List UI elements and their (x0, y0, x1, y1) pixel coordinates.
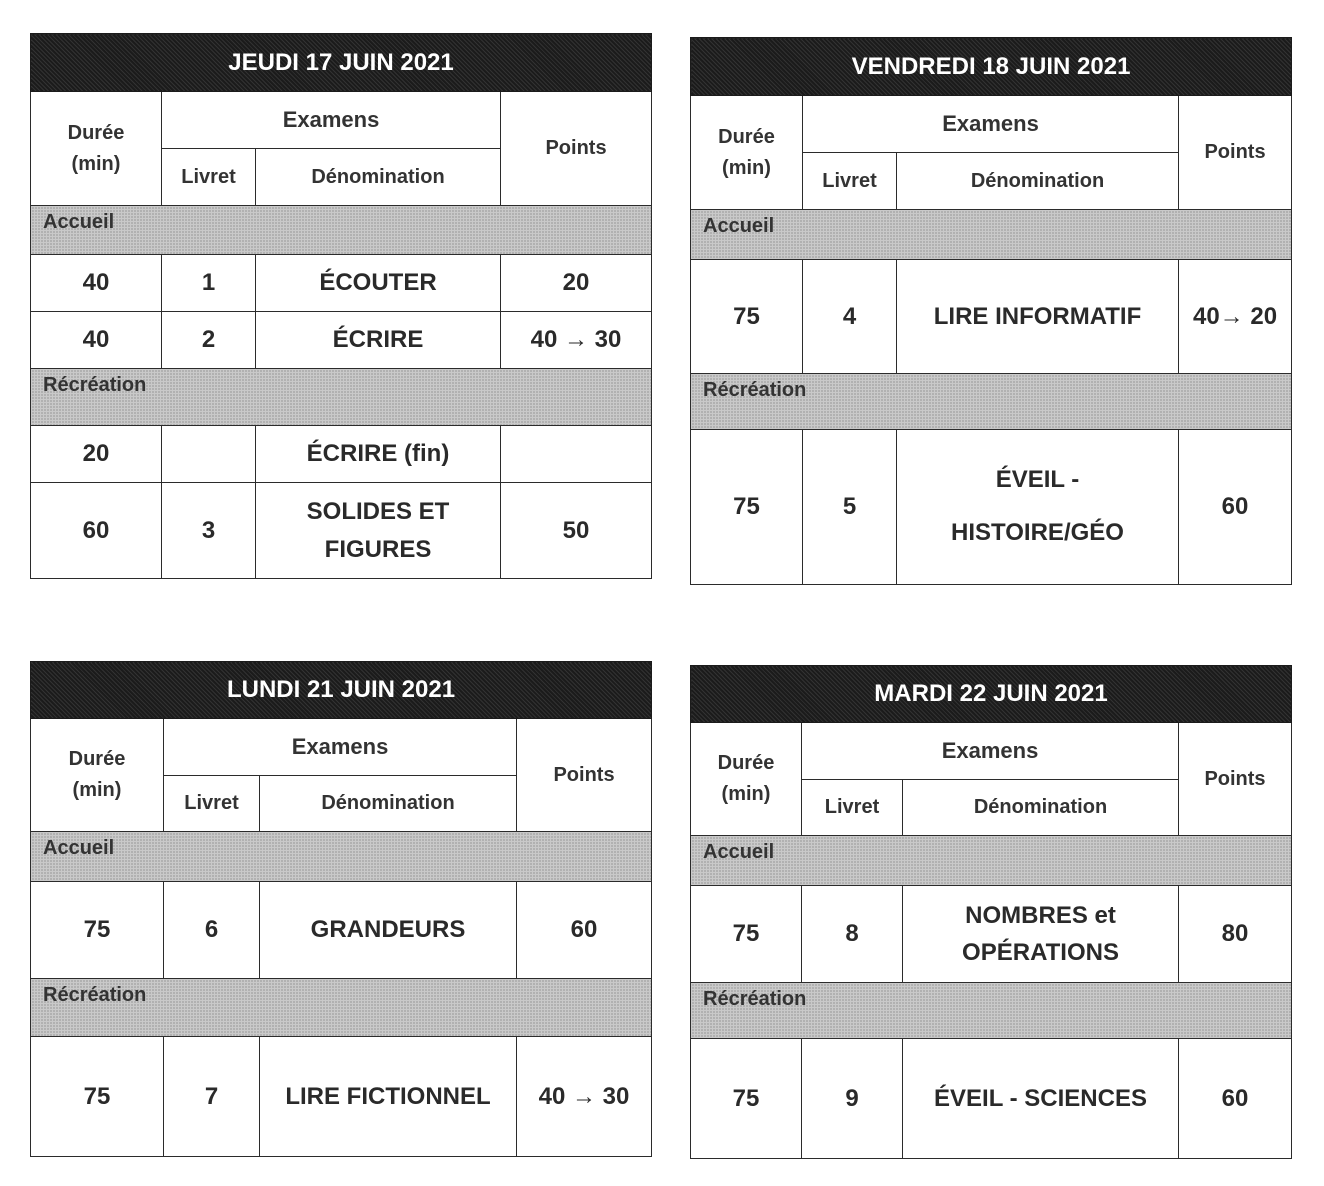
denomination-cell: ÉVEIL - HISTOIRE/GÉO (897, 430, 1179, 585)
livret-cell: 3 (162, 483, 256, 579)
denomination-header: Dénomination (903, 780, 1179, 836)
livret-cell: 9 (802, 1039, 903, 1159)
exam-row (31, 426, 652, 483)
day-title: LUNDI 21 JUIN 2021 (31, 662, 652, 719)
livret-header: Livret (803, 153, 897, 210)
denomination-cell: NOMBRES et OPÉRATIONS (903, 886, 1179, 983)
livret-header: Livret (164, 776, 260, 832)
exam-row (31, 312, 652, 369)
denomination-header: Dénomination (897, 153, 1179, 210)
denomination-cell: SOLIDES ET FIGURES (256, 483, 501, 579)
exam-row (691, 886, 1292, 983)
denomination-cell: ÉCOUTER (256, 255, 501, 312)
day-title: JEUDI 17 JUIN 2021 (31, 34, 652, 92)
livret-cell: 6 (164, 882, 260, 979)
exam-row (31, 1037, 652, 1157)
duree-cell: 75 (691, 1039, 802, 1159)
points-cell: 40 → 30 (517, 1037, 652, 1157)
break-row-recreation: Récréation (691, 374, 1292, 430)
break-row-accueil: Accueil (31, 206, 652, 255)
exam-row (31, 882, 652, 979)
duree-cell: 75 (691, 886, 802, 983)
examens-header: Examens (803, 96, 1179, 153)
schedule-table-mardi (690, 665, 1292, 1159)
schedule-table-vendredi (690, 37, 1292, 585)
break-row-accueil: Accueil (691, 210, 1292, 260)
points-cell: 40→ 20 (1179, 260, 1292, 374)
exam-row (691, 260, 1292, 374)
duree-cell: 40 (31, 312, 162, 369)
livret-cell: 8 (802, 886, 903, 983)
livret-cell: 7 (164, 1037, 260, 1157)
break-row-recreation: Récréation (31, 979, 652, 1037)
points-cell (501, 426, 652, 483)
duree-cell: 75 (691, 430, 803, 585)
points-header: Points (1179, 723, 1292, 836)
points-cell: 60 (1179, 1039, 1292, 1159)
denomination-cell: LIRE FICTIONNEL (260, 1037, 517, 1157)
exam-row (691, 1039, 1292, 1159)
examens-header: Examens (162, 92, 501, 149)
duree-cell: 75 (31, 882, 164, 979)
livret-cell: 1 (162, 255, 256, 312)
denomination-cell: GRANDEURS (260, 882, 517, 979)
duree-cell: 75 (31, 1037, 164, 1157)
schedule-table-lundi (30, 661, 652, 1157)
points-header: Points (501, 92, 652, 206)
denomination-cell: ÉCRIRE (fin) (256, 426, 501, 483)
points-cell: 20 (501, 255, 652, 312)
exam-row (31, 255, 652, 312)
exam-row (691, 430, 1292, 585)
livret-header: Livret (802, 780, 903, 836)
points-cell: 50 (501, 483, 652, 579)
day-title: MARDI 22 JUIN 2021 (691, 666, 1292, 723)
day-title: VENDREDI 18 JUIN 2021 (691, 38, 1292, 96)
points-cell: 60 (517, 882, 652, 979)
livret-cell (162, 426, 256, 483)
duree-header: Durée (min) (691, 96, 803, 210)
livret-cell: 2 (162, 312, 256, 369)
denomination-cell: ÉVEIL - SCIENCES (903, 1039, 1179, 1159)
points-cell: 40 → 30 (501, 312, 652, 369)
denomination-cell: ÉCRIRE (256, 312, 501, 369)
break-row-recreation: Récréation (691, 983, 1292, 1039)
denomination-header: Dénomination (256, 149, 501, 206)
break-row-accueil: Accueil (31, 832, 652, 882)
exam-row (31, 483, 652, 579)
duree-cell: 40 (31, 255, 162, 312)
points-header: Points (1179, 96, 1292, 210)
denomination-cell: LIRE INFORMATIF (897, 260, 1179, 374)
livret-cell: 4 (803, 260, 897, 374)
points-cell: 80 (1179, 886, 1292, 983)
schedule-table-jeudi (30, 33, 652, 579)
duree-header: Durée (min) (31, 92, 162, 206)
livret-header: Livret (162, 149, 256, 206)
break-row-accueil: Accueil (691, 836, 1292, 886)
duree-cell: 20 (31, 426, 162, 483)
duree-cell: 60 (31, 483, 162, 579)
duree-cell: 75 (691, 260, 803, 374)
duree-header: Durée (min) (31, 719, 164, 832)
break-row-recreation: Récréation (31, 369, 652, 426)
duree-header: Durée (min) (691, 723, 802, 836)
denomination-header: Dénomination (260, 776, 517, 832)
points-header: Points (517, 719, 652, 832)
examens-header: Examens (164, 719, 517, 776)
examens-header: Examens (802, 723, 1179, 780)
points-cell: 60 (1179, 430, 1292, 585)
livret-cell: 5 (803, 430, 897, 585)
